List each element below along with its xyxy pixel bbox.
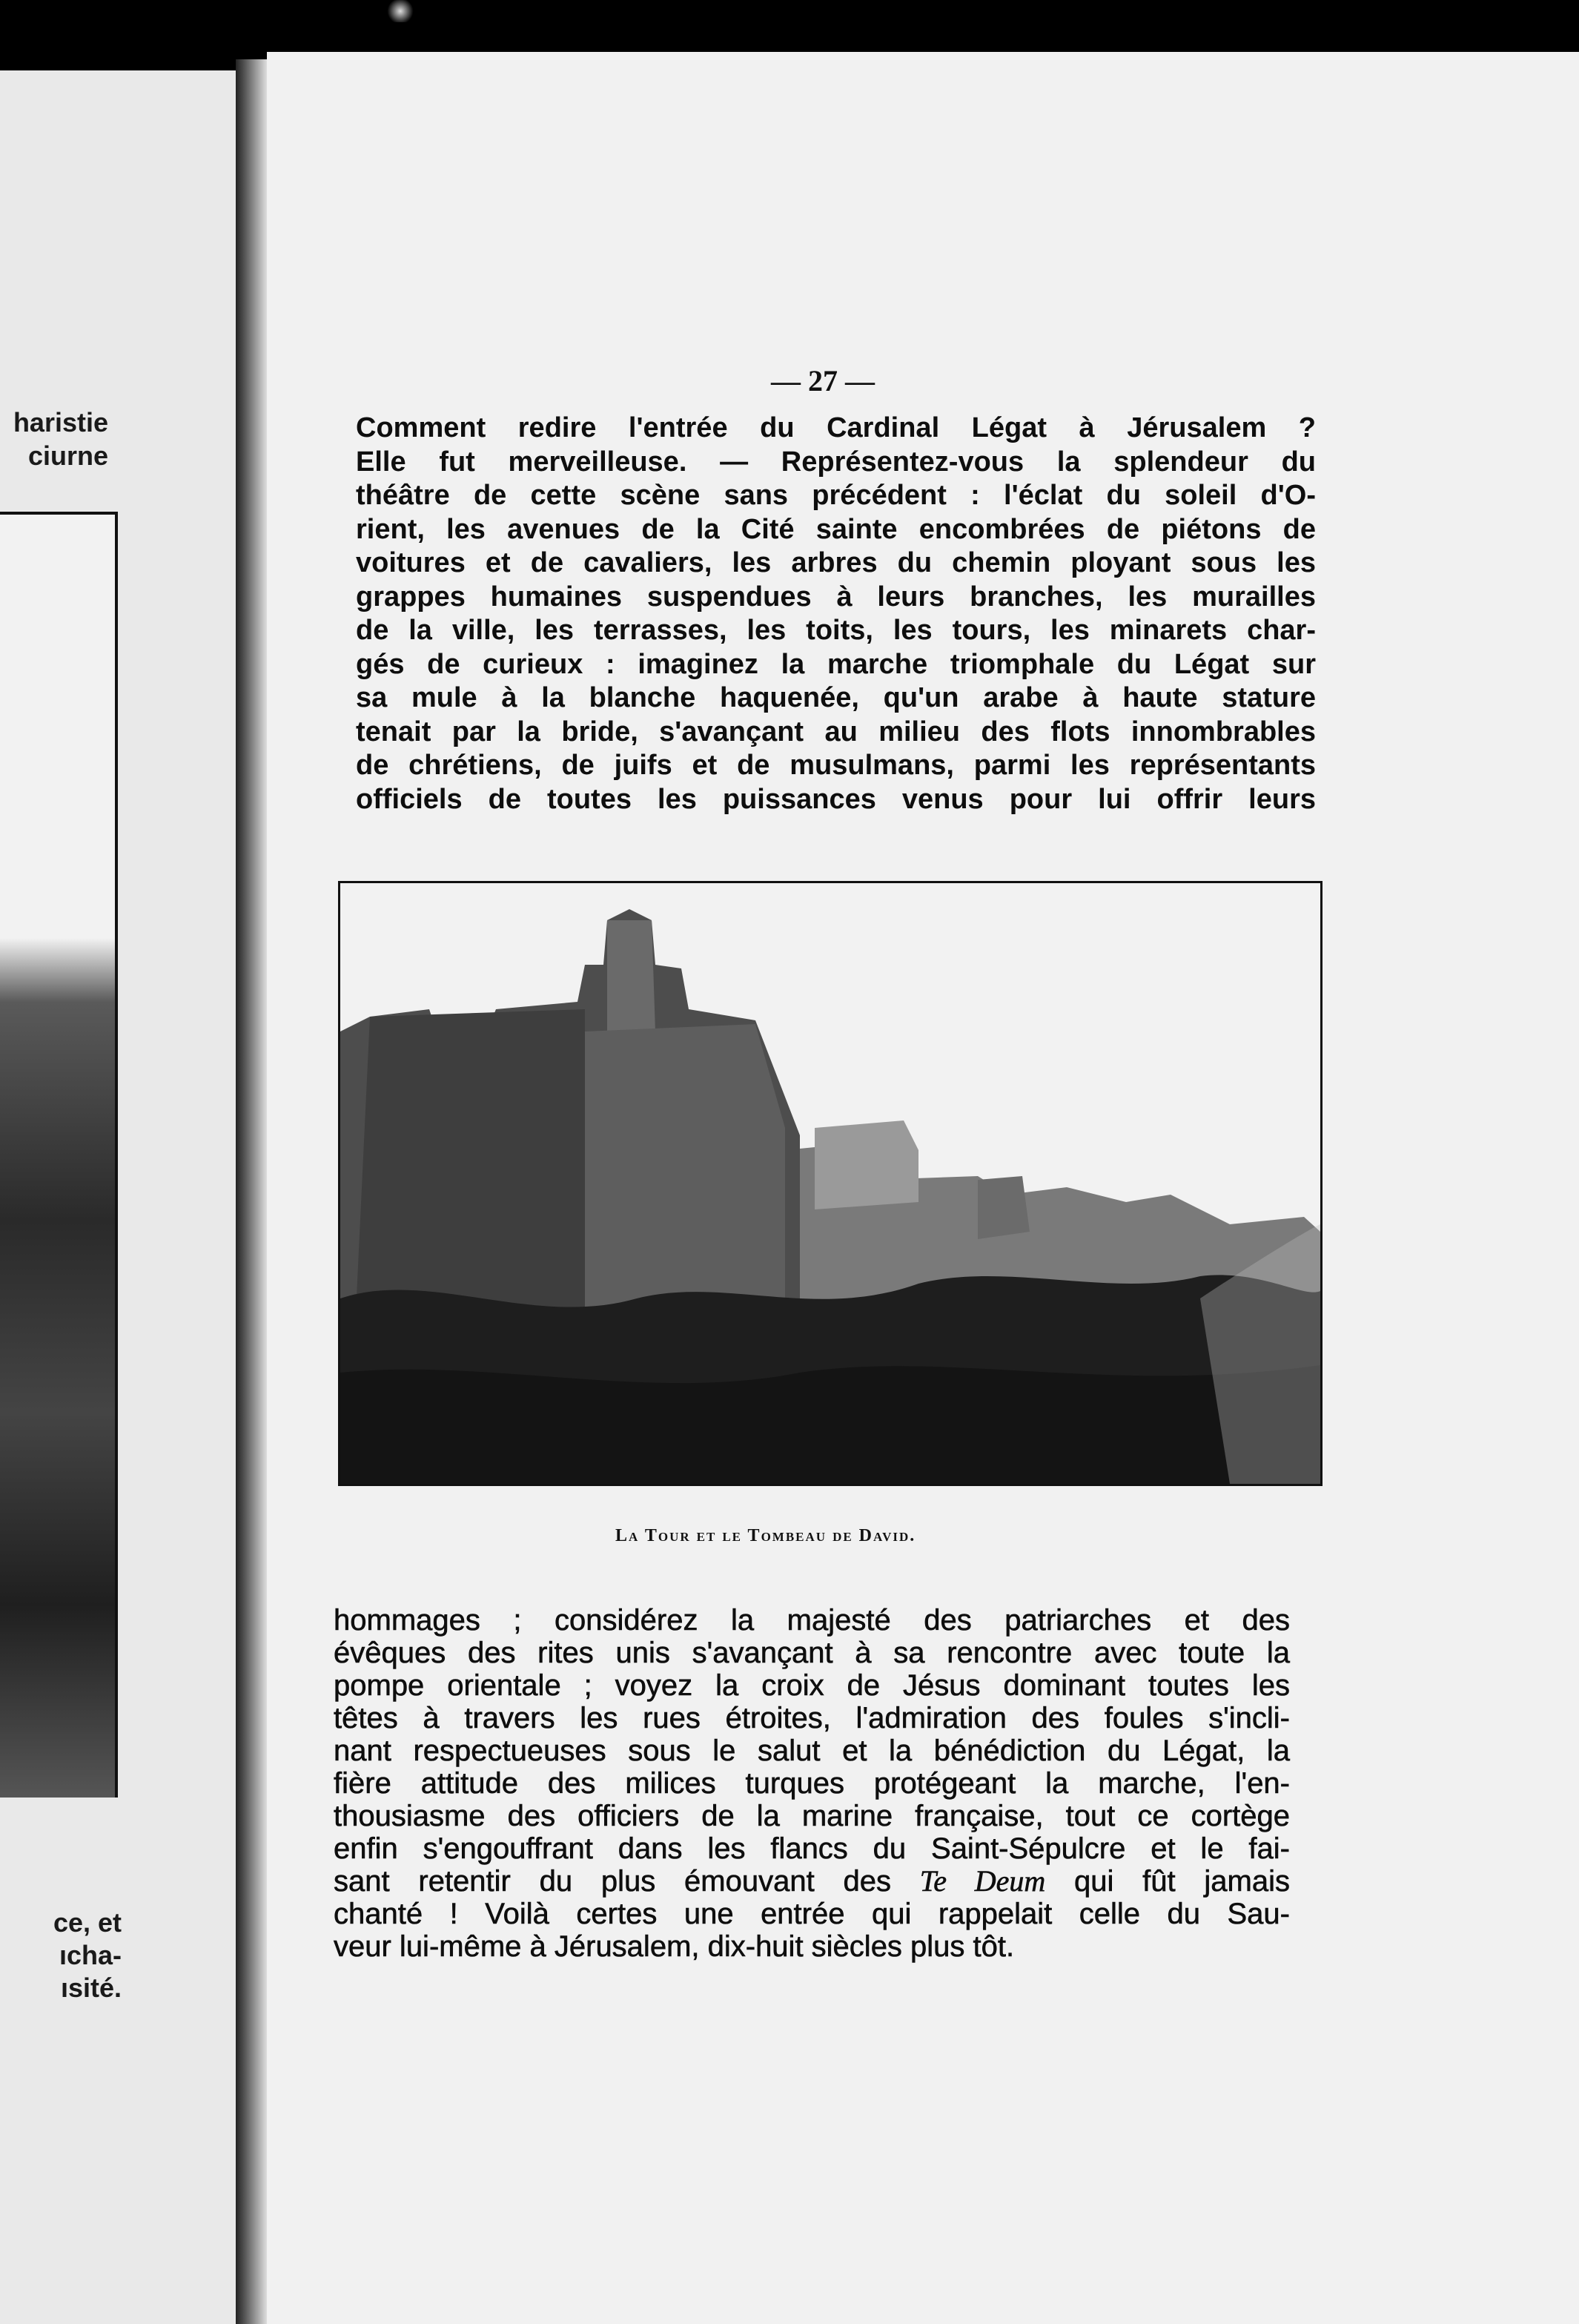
photo-caption: La Tour et le Tombeau de David. [615, 1526, 916, 1545]
italic-title: Te Deum [919, 1864, 1046, 1898]
left-fragment-4: ıcha- [59, 1940, 122, 1970]
text-fragment: sant retentir du plus émouvant des [334, 1865, 920, 1898]
text-line: enfin s'engouffrant dans les flancs du Saint-Sépulcre et le fai- [334, 1832, 1290, 1865]
left-page [0, 70, 239, 2324]
scan-artifact [385, 0, 415, 22]
text-line: thousiasme des officiers de la marine française, tout ce cortège [334, 1800, 1290, 1832]
text-line: théâtre de cette scène sans précédent : l'éclat du soleil d'O- [356, 480, 1316, 511]
text-line: sa mule à la blanche haquenée, qu'un arabe à haute stature [356, 682, 1316, 713]
text-line: hommages ; considérez la majesté des patriarches et des [334, 1604, 1290, 1637]
photo-tower-of-david [338, 881, 1323, 1486]
text-line: de la ville, les terrasses, les toits, les tours, les minarets char- [356, 615, 1316, 646]
text-line: pompe orientale ; voyez la croix de Jésus dominant toutes les [334, 1669, 1290, 1702]
left-fragment-5: ısité. [60, 1973, 122, 2003]
paragraph-1 [356, 412, 1316, 816]
text-line: fière attitude des milices turques protégeant la marche, l'en- [334, 1767, 1290, 1800]
text-line: nant respectueuses sous le salut et la bénédiction du Légat, la [334, 1734, 1290, 1767]
text-line: chanté ! Voilà certes une entrée qui rappelait celle du Sau- [334, 1898, 1290, 1930]
left-fragment-3: ce, et [53, 1907, 122, 1938]
text-line: grappes humaines suspendues à leurs branches, les murailles [356, 581, 1316, 613]
page-number: — 27 — [771, 364, 875, 397]
text-line: tenait par la bride, s'avançant au milieu des flots innombrables [356, 716, 1316, 747]
text-line: rient, les avenues de la Cité sainte encombrées de piétons de [356, 513, 1316, 545]
text-line: Comment redire l'entrée du Cardinal Légat à Jérusalem ? [356, 412, 1316, 443]
left-photo-fragment [0, 512, 118, 1798]
text-line: têtes à travers les rues étroites, l'admiration des foules s'incli- [334, 1702, 1290, 1734]
photo-illustration [340, 883, 1320, 1484]
text-line: veur lui-même à Jérusalem, dix-huit siècles plus tôt. [334, 1930, 1015, 1963]
left-fragment-1: haristie [13, 407, 108, 438]
text-line: gés de curieux : imaginez la marche triomphale du Légat sur [356, 648, 1316, 680]
text-line: de chrétiens, de juifs et de musulmans, parmi les représentants [356, 750, 1316, 781]
text-line: voitures et de cavaliers, les arbres du chemin ployant sous les [356, 547, 1316, 578]
text-line [334, 1865, 1290, 1898]
text-line: Elle fut merveilleuse. — Représentez-vous la splendeur du [356, 446, 1316, 478]
paragraph-2 [334, 1604, 1290, 1963]
left-fragment-2: ciurne [27, 440, 108, 471]
text-fragment: qui fût jamais [1045, 1865, 1290, 1898]
text-line: évêques des rites unis s'avançant à sa rencontre avec toute la [334, 1637, 1290, 1669]
text-line: officiels de toutes les puissances venus pour lui offrir leurs [356, 783, 1316, 815]
